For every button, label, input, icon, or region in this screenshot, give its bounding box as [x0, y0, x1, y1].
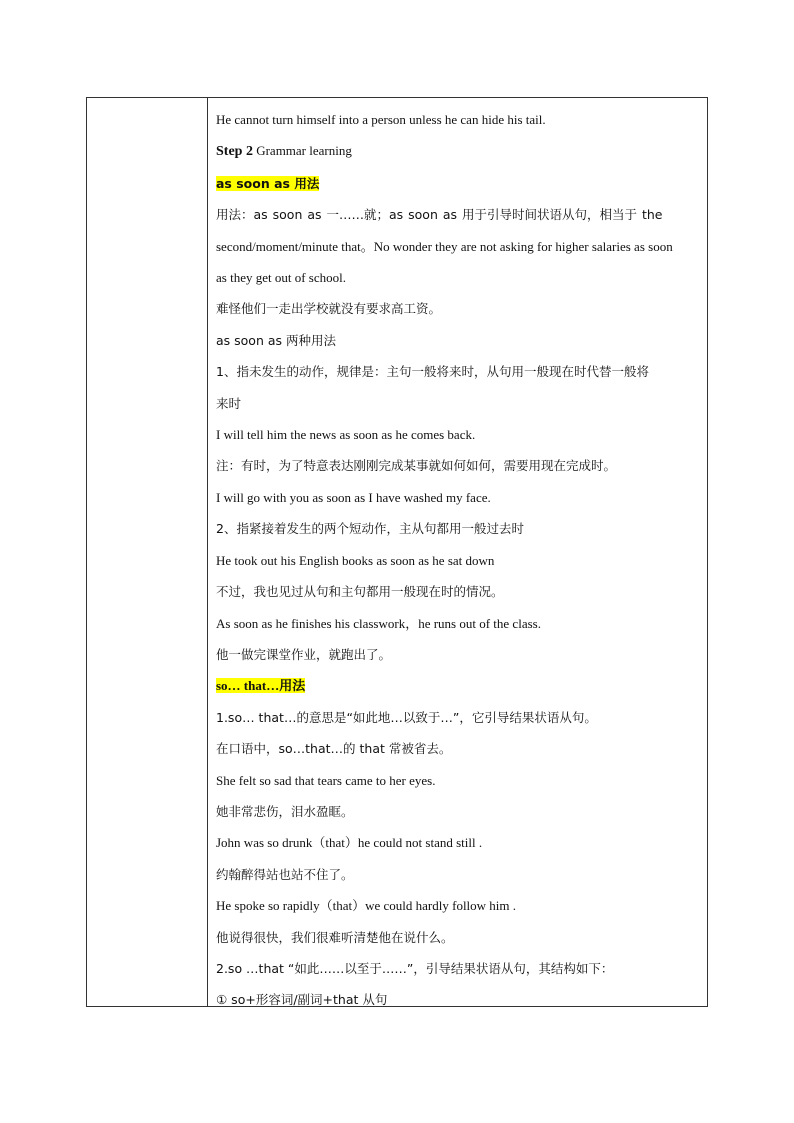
section-heading: [216, 135, 701, 167]
text-line: I will go with you as soon as I have washed my face.: [216, 489, 491, 505]
text-line: ① so+形容词/副词+that 从句: [216, 992, 388, 1008]
text-line: He spoke so rapidly（that）we could hardly follow him .: [216, 898, 517, 914]
text-line: as soon as 两种用法: [216, 332, 336, 348]
content-table: [86, 97, 708, 1007]
text-line: She felt so sad that tears came to her eyes.: [216, 772, 436, 788]
text-line: second/moment/minute that。No wonder they are not asking for higher salaries as soon: [216, 238, 673, 254]
highlighted-text: as soon as 用法: [216, 175, 320, 191]
text-line: 不过，我也见过从句和主句都用一般现在时的情况。: [216, 584, 504, 600]
table-left-column: [87, 98, 208, 1006]
step-title: Grammar learning: [252, 143, 352, 159]
highlight-heading-as-soon-as: [216, 168, 701, 199]
text-line: 来时: [216, 395, 242, 411]
highlighted-text: so… that…用法: [216, 678, 306, 694]
text-line: He took out his English books as soon as he sat down: [216, 552, 495, 568]
text-line: 用法：as soon as 一……就；as soon as 用于引导时间状语从句，相当于 the: [216, 207, 663, 223]
text-line: 1、指未发生的动作，规律是：主句一般将来时，从句用一般现在时代替一般将: [216, 364, 649, 380]
text-line: 她非常悲伤，泪水盈眶。: [216, 803, 354, 819]
text-line: as they get out of school.: [216, 270, 346, 286]
highlight-heading-so-that: [216, 670, 701, 701]
text-line: 1.so… that…的意思是“如此地…以致于…”，它引导结果状语从句。: [216, 709, 597, 725]
text-line: 他一做完课堂作业，就跑出了。: [216, 646, 392, 662]
text-line: He cannot turn himself into a person unless he can hide his tail.: [216, 112, 546, 127]
text-line: 难怪他们一走出学校就没有要求高工资。: [216, 301, 442, 317]
text-line: 约翰醉得站也站不住了。: [216, 866, 354, 882]
text-line: 2、指紧接着发生的两个短动作，主从句都用一般过去时: [216, 521, 524, 537]
text-line: John was so drunk（that）he could not stand still .: [216, 835, 483, 851]
text-line: 在口语中，so…that…的 that 常被省去。: [216, 741, 452, 757]
text-line: 2.so …that “如此……以至于……”，引导结果状语从句，其结构如下：: [216, 960, 614, 976]
text-line: I will tell him the news as soon as he comes back.: [216, 427, 476, 443]
text-line: As soon as he finishes his classwork，he runs out of the class.: [216, 615, 541, 631]
text-line: 他说得很快，我们很难听清楚他在说什么。: [216, 929, 454, 945]
text-line: 注：有时，为了特意表达刚刚完成某事就如何如何，需要用现在完成时。: [216, 458, 617, 474]
table-right-column: [209, 98, 707, 1006]
step-label: Step 2: [216, 144, 253, 160]
